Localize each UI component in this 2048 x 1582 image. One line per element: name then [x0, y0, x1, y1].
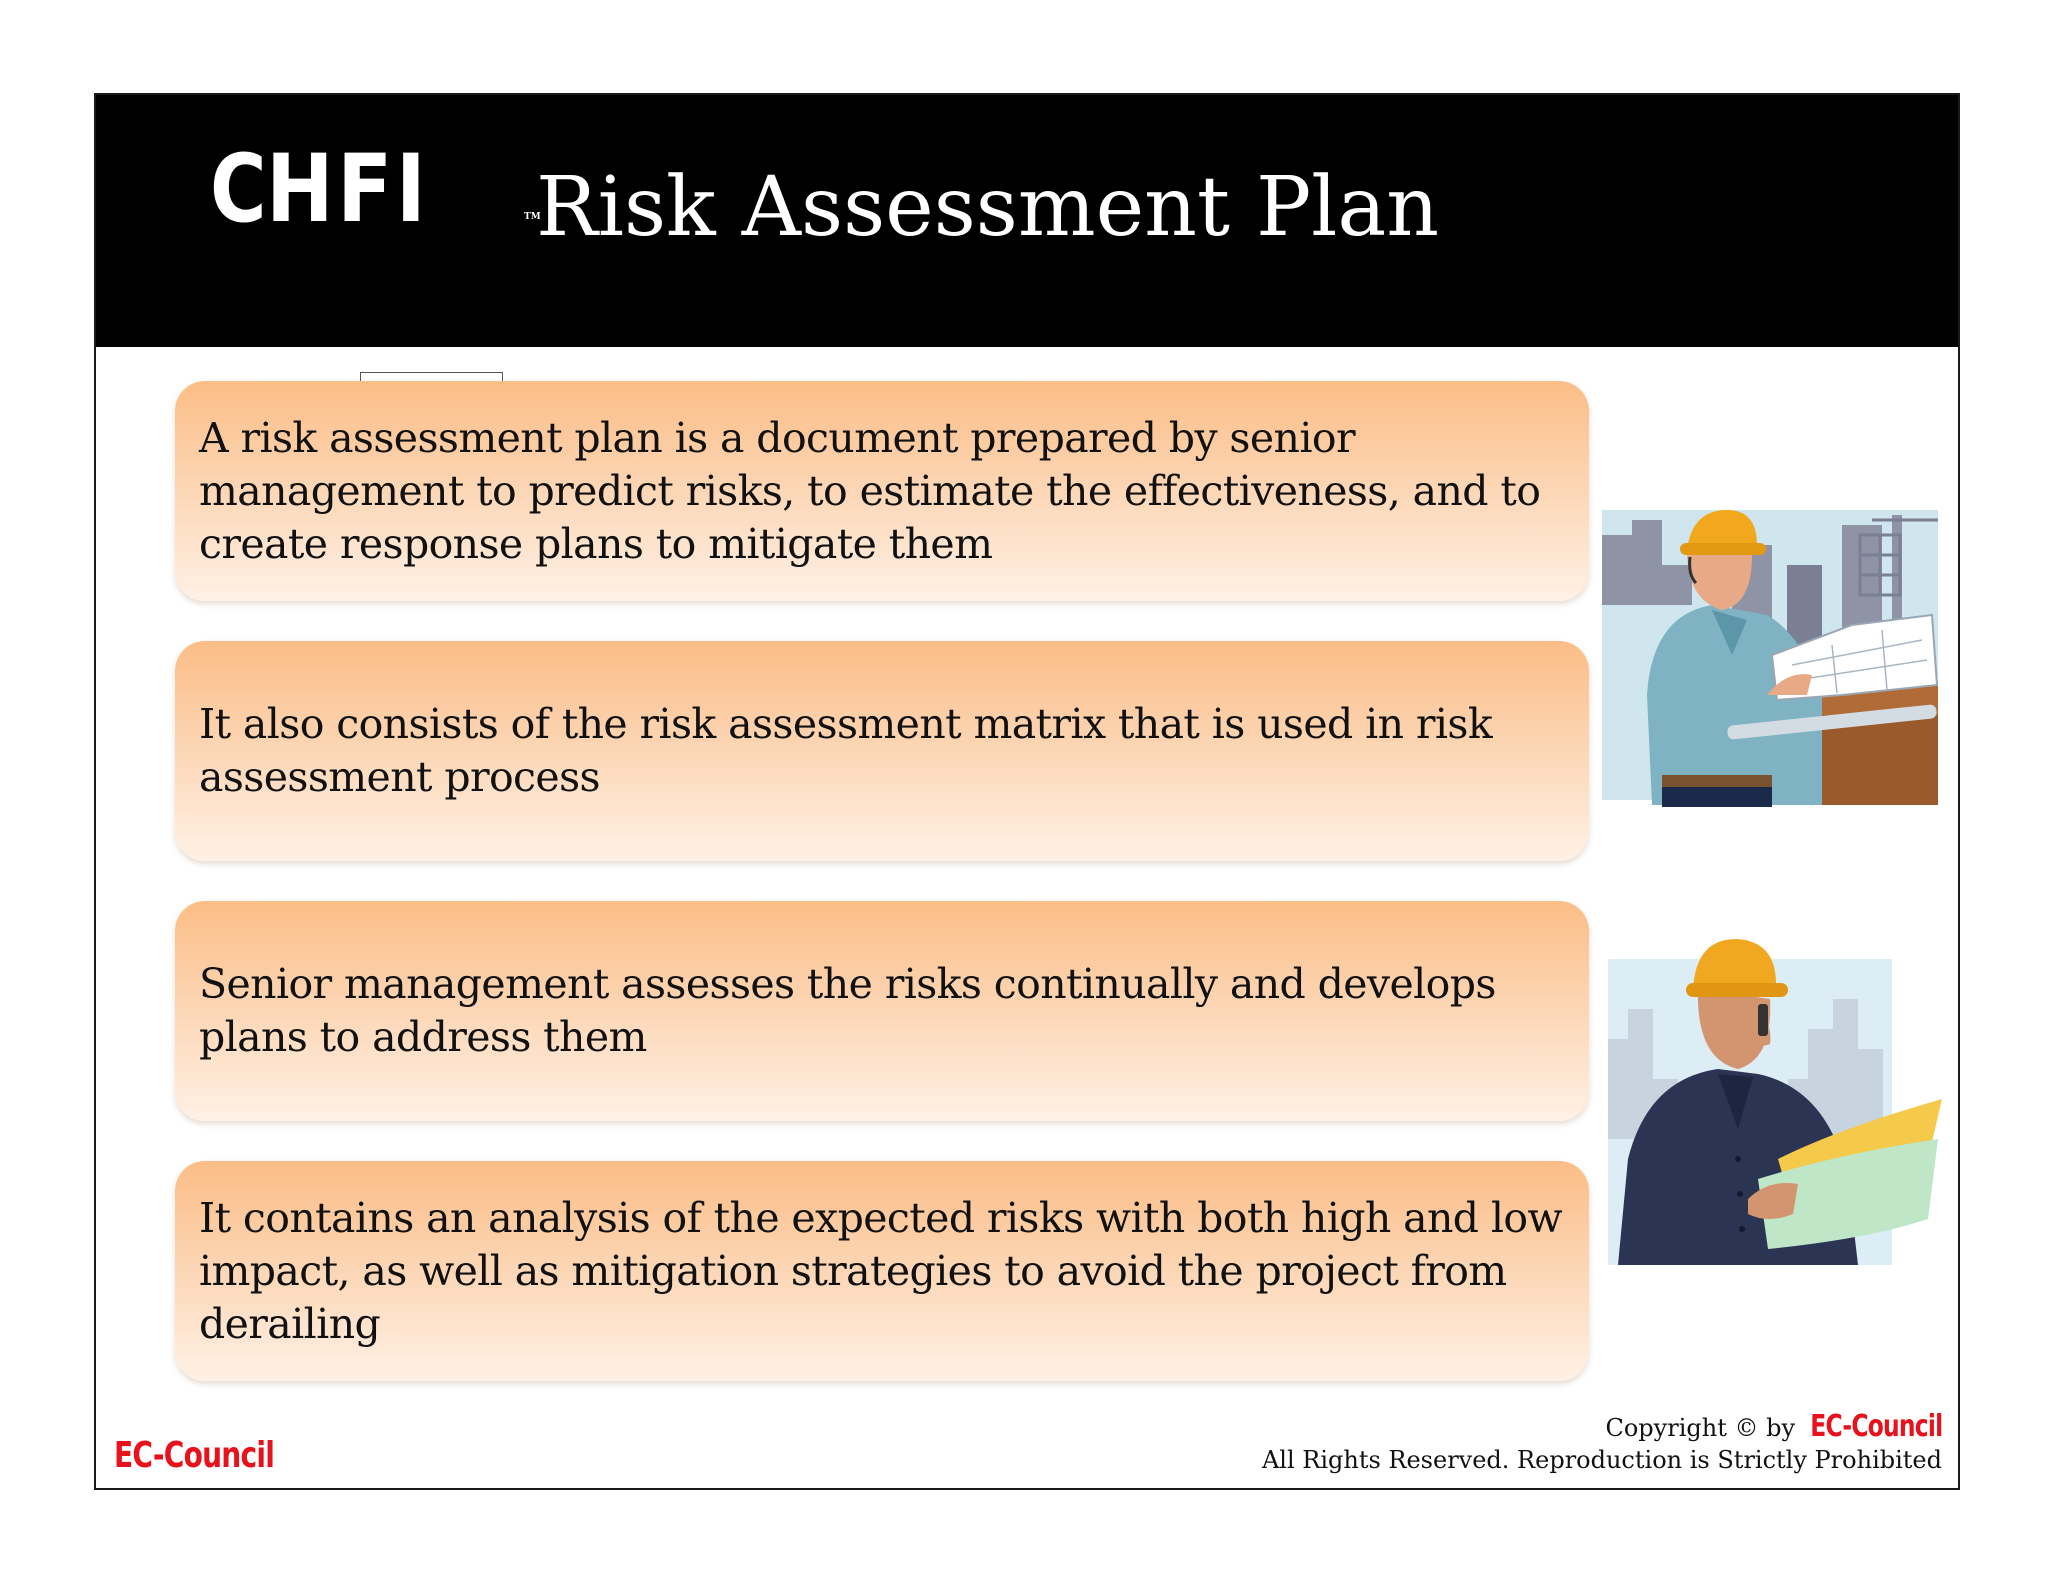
logo-letter-c: C — [210, 135, 267, 244]
point-text-4: It contains an analysis of the expected risks with both high and low impact, as well as mitigation strategies to avoid the project from derailing — [199, 1193, 1562, 1348]
point-box-4 — [175, 1161, 1589, 1381]
footer-brand-left: EC-Council — [114, 1435, 275, 1476]
logo-hacking-forensic-label: Hacking Forensic — [363, 354, 527, 372]
header-bar — [96, 95, 1958, 380]
point-text-3: Senior management assesses the risks continually and develops plans to address them — [199, 960, 1496, 1061]
page-title: Risk Assessment Plan — [536, 160, 1440, 255]
point-box-3 — [175, 901, 1589, 1121]
engineer-with-blueprint-icon — [1592, 495, 1938, 807]
slide — [94, 93, 1960, 1490]
copyright-brand: EC-Council — [1809, 1409, 1942, 1444]
copyright-line — [1262, 1411, 1942, 1444]
rights-line: All Rights Reserved. Reproduction is Strictly Prohibited — [1261, 1446, 1942, 1474]
logo-trademark: TM — [524, 212, 541, 222]
point-text-1: A risk assessment plan is a document prepared by senior management to predict risks, to estimate the effectiveness, and to create response plans to mitigate them — [199, 413, 1541, 568]
footer-copyright — [1262, 1411, 1942, 1476]
copyright-prefix: Copyright © by — [1605, 1414, 1796, 1442]
point-box-1 — [175, 381, 1589, 601]
logo-letters-hfi: HFI — [266, 135, 430, 244]
engineer-on-phone-icon — [1608, 929, 1942, 1265]
logo-computer-label: Computer — [238, 362, 315, 380]
point-text-2: It also consists of the risk assessment matrix that is used in risk assessment process — [199, 700, 1493, 801]
point-box-2 — [175, 641, 1589, 861]
